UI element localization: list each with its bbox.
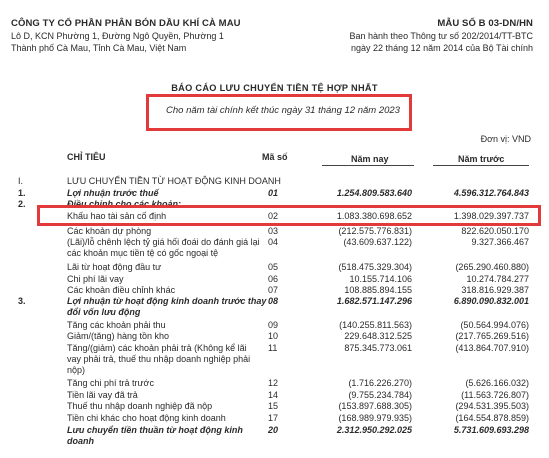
row-label-continued: doanh (67, 436, 94, 446)
row-current-value: (43.609.637.122) (343, 237, 412, 247)
row-previous-value: 822.620.050.170 (461, 226, 529, 236)
row-code: 15 (268, 401, 279, 411)
previous-year-underline (433, 165, 529, 166)
row-previous-value: 10.274.784.277 (466, 274, 529, 284)
row-label: Tiền lãi vay đã trả (67, 390, 138, 400)
row-current-value: 108.885.894.155 (344, 285, 412, 295)
row-label: Tăng chi phí trả trước (67, 378, 154, 388)
row-code: 05 (268, 262, 279, 272)
row-label-continued: các khoản mục tiền tệ có gốc ngoại tệ (67, 248, 219, 258)
row-current-value: 1.083.380.698.652 (336, 211, 412, 221)
row-label: Tăng các khoản phải thu (67, 320, 166, 330)
row-label: Lãi từ hoạt động đầu tư (67, 262, 162, 272)
row-label: Tăng/(giảm) các khoản phải trả (Không kể lãi (67, 343, 247, 353)
row-code: 06 (268, 274, 279, 284)
row-current-value: (518.475.329.304) (338, 262, 412, 272)
row-code: 04 (268, 237, 279, 247)
row-label: Chi phí lãi vay (67, 274, 124, 284)
row-label: LƯU CHUYỂN TIỀN TỪ HOẠT ĐỘNG KINH DOANH (67, 176, 281, 186)
form-code: MẪU SỐ B 03-DN/HN (437, 18, 533, 29)
form-regulation-line2: ngày 22 tháng 12 năm 2014 của Bộ Tài chính (351, 43, 533, 53)
row-number: 2. (18, 199, 26, 209)
row-current-value: (140.255.811.563) (339, 320, 412, 330)
row-code: 01 (268, 188, 279, 198)
row-number: 1. (18, 188, 26, 198)
row-number: I. (18, 176, 24, 186)
row-previous-value: (217.765.269.516) (455, 331, 529, 341)
row-label-continued: vay phải trả, thuế thu nhập doanh nghiệp phải (67, 354, 251, 364)
row-code: 09 (268, 320, 279, 330)
row-current-value: (9.755.234.784) (348, 390, 412, 400)
row-previous-value: 318.816.929.387 (461, 285, 529, 295)
row-code: 20 (268, 425, 279, 435)
row-previous-value: (50.564.994.076) (460, 320, 529, 330)
row-label: Điều chỉnh cho các khoản: (67, 199, 182, 209)
row-label: Giảm/(tăng) hàng tồn kho (67, 331, 170, 341)
row-code: 10 (268, 331, 279, 341)
row-code: 08 (268, 296, 279, 306)
row-code: 03 (268, 226, 279, 236)
row-previous-value: 6.890.090.832.001 (453, 296, 529, 306)
column-header-code: Mã số (262, 152, 288, 162)
currency-unit: Đơn vị: VND (480, 134, 531, 144)
column-header-previous-year: Năm trước (458, 154, 505, 164)
row-current-value: 1.254.809.583.640 (336, 188, 412, 198)
report-period: Cho năm tài chính kết thúc ngày 31 tháng 12 năm 2023 (166, 105, 400, 116)
company-name: CÔNG TY CỔ PHẦN PHÂN BÓN DẦU KHÍ CÀ MAU (11, 18, 241, 29)
row-previous-value: (5.626.166.032) (465, 378, 529, 388)
row-previous-value: 1.398.029.397.737 (453, 211, 529, 221)
row-label: Thuế thu nhập doanh nghiệp đã nộp (67, 401, 213, 411)
row-label: Khấu hao tài sản cố định (67, 211, 167, 221)
row-code: 14 (268, 390, 279, 400)
row-label: Tiền chi khác cho hoạt động kinh doanh (67, 413, 226, 423)
row-previous-value: (164.554.878.859) (455, 413, 529, 423)
column-header-current-year: Năm nay (351, 154, 389, 164)
row-previous-value: 9.327.366.467 (471, 237, 529, 247)
row-previous-value: (265.290.460.880) (455, 262, 529, 272)
row-label: Các khoản điều chỉnh khác (67, 285, 176, 295)
row-current-value: 229.648.312.525 (344, 331, 412, 341)
row-label: (Lãi)/lỗ chênh lệch tỷ giá hối đoái do đánh giá lại (67, 237, 260, 247)
row-current-value: (168.989.979.935) (338, 413, 412, 423)
row-label: Lợi nhuận từ hoạt động kinh doanh trước thay (67, 296, 267, 306)
row-label-continued: nộp) (67, 365, 86, 375)
row-code: 17 (268, 413, 279, 423)
row-code: 07 (268, 285, 279, 295)
row-label-continued: đổi vốn lưu động (67, 307, 141, 317)
row-current-value: 10.155.714.106 (349, 274, 412, 284)
current-year-underline (322, 165, 414, 166)
row-code: 02 (268, 211, 279, 221)
row-current-value: 2.312.950.292.025 (336, 425, 412, 435)
report-title: BÁO CÁO LƯU CHUYỂN TIỀN TỆ HỢP NHẤT (171, 83, 378, 93)
row-current-value: (212.575.776.831) (338, 226, 412, 236)
row-number: 3. (18, 296, 26, 306)
row-current-value: (153.897.688.305) (338, 401, 412, 411)
column-header-item: CHỈ TIÊU (67, 152, 106, 162)
row-previous-value: 4.596.312.764.843 (453, 188, 529, 198)
row-current-value: (1.716.226.270) (348, 378, 412, 388)
row-code: 11 (268, 343, 278, 353)
row-label: Lưu chuyển tiền thuần từ hoạt động kinh (67, 425, 243, 435)
company-address-line1: Lô D, KCN Phường 1, Đường Ngô Quyền, Phường 1 (11, 31, 224, 41)
row-current-value: 875.345.773.061 (344, 343, 412, 353)
row-previous-value: (294.531.395.503) (455, 401, 529, 411)
row-current-value: 1.682.571.147.296 (336, 296, 412, 306)
row-previous-value: (413.864.707.910) (455, 343, 529, 353)
row-label: Các khoản dự phòng (67, 226, 152, 236)
company-address-line2: Thành phố Cà Mau, Tỉnh Cà Mau, Việt Nam (11, 43, 187, 53)
row-previous-value: 5.731.609.693.298 (453, 425, 529, 435)
form-regulation-line1: Ban hành theo Thông tư số 202/2014/TT-BTC (349, 31, 533, 41)
row-code: 12 (268, 378, 279, 388)
row-label: Lợi nhuận trước thuế (67, 188, 159, 198)
row-previous-value: (11.563.726.807) (461, 390, 529, 400)
